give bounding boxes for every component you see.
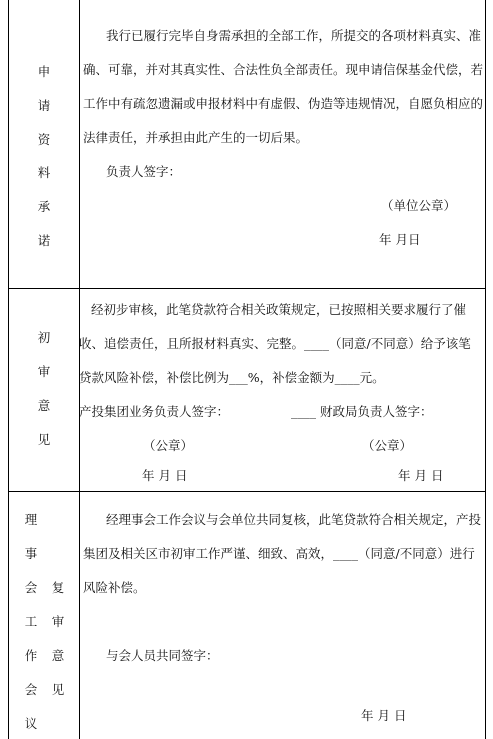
approval-table [8, 0, 486, 739]
group-date: 年 月 日 [142, 468, 188, 483]
section1-date: 年 月日 [379, 232, 421, 247]
section1-label-char: 申 [37, 64, 51, 79]
section3-label-char: 作 [24, 648, 38, 663]
review-line: 贷款风险补偿，补偿比例为___%，补偿金额为____元。 [79, 370, 385, 385]
section3-date: 年 月 日 [361, 708, 407, 723]
section3-label-char: 工 [24, 614, 38, 629]
row-divider-2 [9, 491, 485, 492]
section3-label-char: 事 [24, 546, 38, 561]
finance-date: 年 月 日 [398, 468, 444, 483]
final-review-line: 经理事会工作会议与会单位共同复核，此笔贷款符合相关规定，产投 [106, 512, 482, 527]
row-divider-1 [9, 288, 485, 289]
section2-label-char: 意 [37, 398, 51, 413]
section2-label-char: 初 [37, 330, 51, 345]
section3-label-char: 理 [24, 512, 38, 527]
attendee-signature-label: 与会人员共同签字： [106, 648, 219, 663]
commitment-line: 法律责任，并承担由此产生的一切后果。 [83, 130, 309, 145]
finance-seal-label: （公章） [362, 438, 413, 453]
commitment-line: 工作中有疏忽遗漏或申报材料中有虚假、伪造等违规情况，自愿负相应的 [83, 96, 484, 111]
section3-label-char: 会 [24, 580, 38, 595]
review-line: 经初步审核，此笔贷款符合相关政策规定，已按照相关要求履行了催 [91, 302, 467, 317]
section1-label-char: 资 [37, 132, 51, 147]
section3-label-char: 意 [51, 648, 65, 663]
section3-label-char: 议 [24, 716, 38, 731]
section3-label-char: 会 [24, 682, 38, 697]
section1-label-char: 诺 [37, 233, 51, 248]
section1-label-char: 请 [37, 98, 51, 113]
unit-seal-label: （单位公章） [381, 198, 457, 213]
section1-label-char: 料 [37, 165, 51, 180]
section3-label-char: 复 [51, 580, 65, 595]
final-review-line: 集团及相关区市初审工作严谨、细致、高效，____（同意/不同意）进行 [83, 546, 475, 561]
responsible-signature-label: 负责人签字： [106, 164, 182, 179]
finance-signature-label: ____ 财政局负责人签字： [291, 404, 433, 419]
section1-label-char: 承 [37, 199, 51, 214]
section2-label-char: 见 [37, 432, 51, 447]
section3-label-char: 见 [51, 682, 65, 697]
commitment-line: 我行已履行完毕自身需承担的全部工作，所提交的各项材料真实、准 [106, 28, 482, 43]
commitment-line: 确、可靠，并对其真实性、合法性负全部责任。现申请信保基金代偿，若 [83, 62, 484, 77]
section2-label-char: 审 [37, 364, 51, 379]
review-line: 收、追偿责任，且所报材料真实、完整。____（同意/不同意）给予该笔 [79, 336, 471, 351]
group-signature-label: 产投集团业务负责人签字： [79, 404, 230, 419]
group-seal-label: （公章） [143, 438, 194, 453]
section3-label-char: 审 [51, 614, 65, 629]
final-review-line: 风险补偿。 [83, 580, 146, 595]
